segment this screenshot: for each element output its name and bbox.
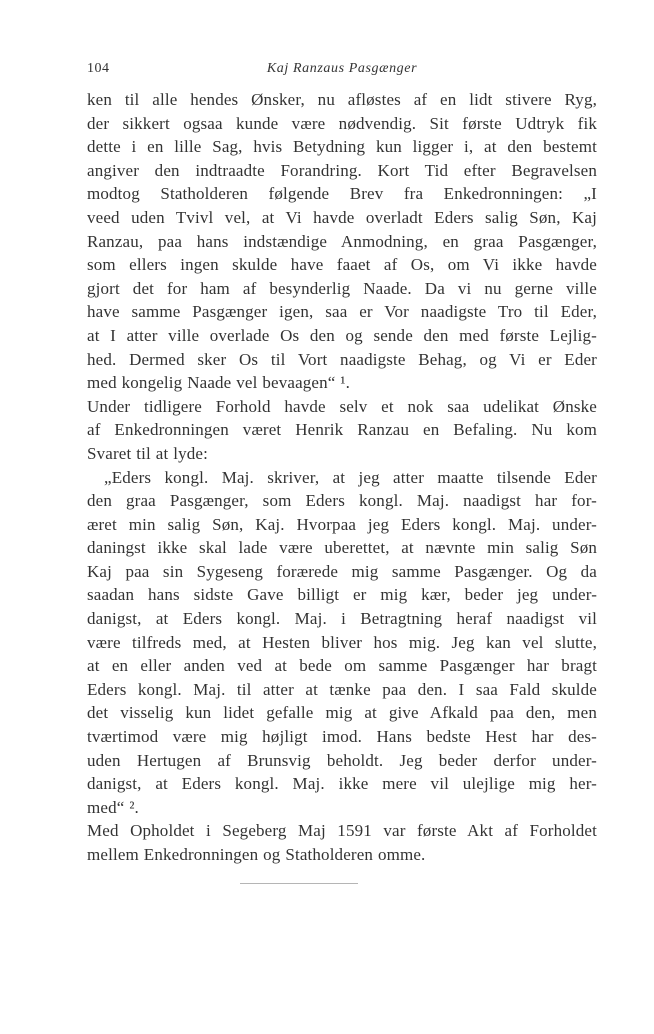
body-text (87, 88, 597, 867)
text-line: Kaj paa sin Sygeseng forærede mig samme Pasgænger. Og da (87, 561, 597, 581)
footnote-divider (240, 883, 358, 884)
text-line: mellem Enkedronningen og Statholderen omme. (87, 845, 426, 864)
text-line: ken til alle hendes Ønsker, nu afløstes af en lidt stivere Ryg, (87, 90, 597, 109)
text-line: dette i en lille Sag, hvis Betydning kun ligger i, at den bestemt (87, 137, 597, 157)
text-line: den graa Pasgænger, som Eders kongl. Maj. naadigst har for- (87, 491, 597, 511)
text-line: daningst ikke skal lade være uberettet, at nævnte min salig Søn (87, 538, 597, 558)
text-line: have samme Pasgænger igen, saa er Vor naadigste Tro til Eder, (87, 302, 597, 322)
text-line: det visselig kun lidet gefalle mig at give Afkald paa den, men (87, 703, 597, 723)
text-line: danigst, at Eders kongl. Maj. ikke mere vil ulejlige mig her- (87, 774, 597, 794)
text-line: Svaret til at lyde: (87, 443, 208, 463)
text-line: angiver den indtraadte Forandring. Kort Tid efter Begravelsen (87, 160, 597, 180)
text-line: danigst, at Eders kongl. Maj. i Betragtning heraf naadigst vil (87, 609, 597, 629)
running-head (87, 58, 597, 80)
text-line: af Enkedronningen været Henrik Ranzau en Befaling. Nu kom (87, 420, 597, 440)
text-line: Med Opholdet i Segeberg Maj 1591 var første Akt af Forholdet (87, 821, 597, 841)
text-line: uden Hertugen af Brunsvig beholdt. Jeg beder derfor under- (87, 750, 597, 770)
text-line: der sikkert ogsaa kunde være nødvendig. Sit første Udtryk fik (87, 113, 597, 133)
text-line: være tilfreds med, at Hesten bliver hos mig. Jeg kan vel slutte, (87, 632, 597, 652)
text-line: Eders kongl. Maj. til atter at tænke paa den. I saa Fald skulde (87, 679, 597, 699)
text-line: modtog Statholderen følgende Brev fra Enkedronningen: „I (87, 184, 597, 204)
text-line: med“ ². (87, 797, 139, 817)
text-line: tværtimod være mig højligt imod. Hans bedste Hest har des- (87, 727, 597, 747)
text-line: veed uden Tvivl vel, at Vi havde overladt Eders salig Søn, Kaj (87, 207, 597, 227)
running-title: Kaj Ranzaus Pasgænger (266, 61, 418, 76)
page-number: 104 (87, 61, 110, 76)
text-line: med kongelig Naade vel bevaagen“ ¹. (87, 373, 351, 393)
text-line: at I atter ville overlade Os den og sende den med første Lejlig- (87, 325, 597, 345)
text-line: at en eller anden ved at bede om samme Pasgænger har bragt (87, 656, 597, 676)
text-line: gjort det for ham af besynderlig Naade. Da vi nu gerne ville (87, 278, 597, 298)
text-line: som ellers ingen skulde have faaet af Os, om Vi ikke havde (87, 255, 597, 275)
text-line: „Eders kongl. Maj. skriver, at jeg atter maatte tilsende Eder (104, 467, 597, 487)
text-line: Under tidligere Forhold havde selv et nok saa udelikat Ønske (87, 396, 597, 416)
text-line: hed. Dermed sker Os til Vort naadigste Behag, og Vi er Eder (87, 349, 597, 369)
text-line: Ranzau, paa hans indstændige Anmodning, en graa Pasgænger, (87, 231, 597, 251)
text-line: æret min salig Søn, Kaj. Hvorpaa jeg Eders kongl. Maj. under- (87, 514, 597, 534)
text-line: saadan hans sidste Gave billigt er mig kær, beder jeg under- (87, 585, 597, 605)
